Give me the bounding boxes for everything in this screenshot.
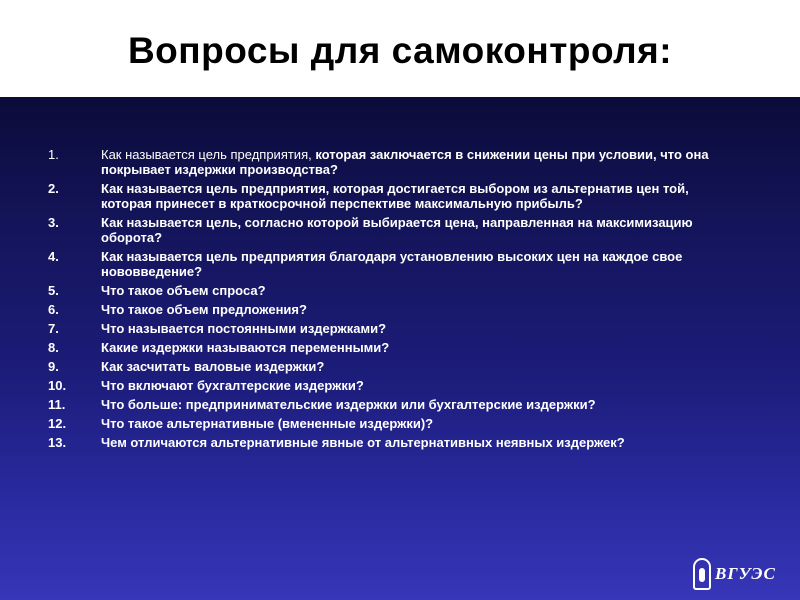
vguec-logo bbox=[693, 556, 776, 592]
question-text: Что называется постоянными издержками? bbox=[101, 321, 387, 336]
question-item bbox=[0, 283, 800, 298]
question-text: Чем отличаются альтернативные явные от альтернативных неявных издержек? bbox=[101, 435, 625, 450]
question-text: Как называется цель, согласно которой выбирается цена, направленная на максимизацию оборота? bbox=[101, 215, 693, 245]
question-item bbox=[0, 321, 800, 336]
question-number: 12. bbox=[48, 416, 67, 431]
question-text: Что такое альтернативные (вмененные издержки)? bbox=[101, 416, 434, 431]
question-item bbox=[0, 416, 800, 431]
slide-body bbox=[0, 97, 800, 600]
question-text-normal: Как называется цель предприятия, bbox=[101, 147, 316, 162]
question-number: 10. bbox=[48, 378, 67, 393]
question-text: Что включают бухгалтерские издержки? bbox=[101, 378, 364, 393]
question-text: Что такое объем спроса? bbox=[101, 283, 266, 298]
question-number: 5. bbox=[48, 283, 59, 298]
question-text bbox=[101, 147, 731, 177]
question-item bbox=[0, 249, 800, 279]
question-number: 2. bbox=[48, 181, 59, 196]
question-item bbox=[0, 215, 800, 245]
question-text: Как называется цель предприятия благодаря установлению высоких цен на каждое свое нововведение? bbox=[101, 249, 683, 279]
questions-list bbox=[0, 147, 800, 454]
question-text: Как засчитать валовые издержки? bbox=[101, 359, 325, 374]
question-text: Что больше: предпринимательские издержки или бухгалтерские издержки? bbox=[101, 397, 596, 412]
question-number: 1. bbox=[48, 147, 59, 162]
question-number: 4. bbox=[48, 249, 59, 264]
question-item bbox=[0, 359, 800, 374]
question-text: Что такое объем предложения? bbox=[101, 302, 307, 317]
title-area bbox=[0, 0, 800, 97]
question-text: Какие издержки называются переменными? bbox=[101, 340, 390, 355]
question-text: Как называется цель предприятия, которая достигается выбором из альтернатив цен той, которая принесет в краткосрочной перспективе максимальную прибыль? bbox=[101, 181, 689, 211]
question-number: 7. bbox=[48, 321, 59, 336]
question-number: 13. bbox=[48, 435, 67, 450]
question-item bbox=[0, 340, 800, 355]
question-item bbox=[0, 147, 800, 177]
question-item bbox=[0, 378, 800, 393]
question-text-bold: которая заключается в снижении цены при условии, что она покрывает издержки производства? bbox=[101, 147, 709, 177]
question-item bbox=[0, 302, 800, 317]
question-number: 9. bbox=[48, 359, 59, 374]
question-item bbox=[0, 435, 800, 450]
question-number: 11. bbox=[48, 397, 66, 412]
question-item bbox=[0, 397, 800, 412]
question-number: 6. bbox=[48, 302, 59, 317]
vguec-logo-icon bbox=[693, 558, 711, 590]
question-number: 8. bbox=[48, 340, 59, 355]
logo-text: ВГУЭС bbox=[715, 564, 776, 583]
question-item bbox=[0, 181, 800, 211]
question-number: 3. bbox=[48, 215, 59, 230]
slide-title: Вопросы для самоконтроля: bbox=[127, 30, 673, 71]
